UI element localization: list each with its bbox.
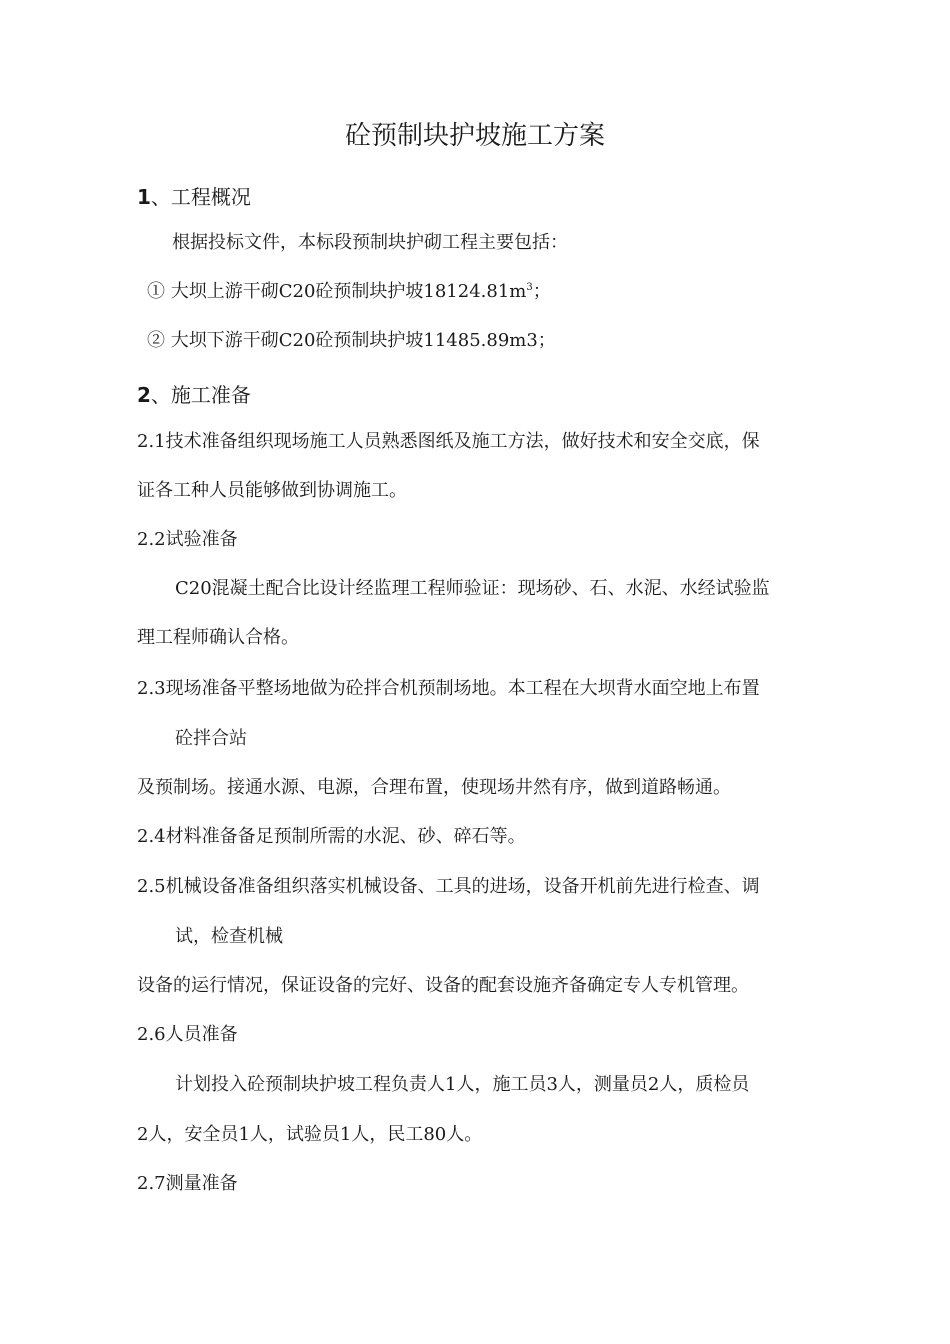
para-2-6-line-1: 计划投入砼预制块护坡工程负责人1人，施工员3人，测量员2人，质检员 — [175, 1074, 750, 1095]
item-1-text: ① 大坝上游干砌C20砼预制块护坡18124.81m — [147, 281, 527, 302]
para-2-5-line-1: 2.5机械设备准备组织落实机械设备、工具的进场，设备开机前先进行检查、调 — [137, 876, 760, 897]
para-2-3-line-3: 及预制场。接通水源、电源，合理布置，使现场井然有序，做到道路畅通。 — [137, 777, 731, 798]
para-2-4: 2.4材料准备备足预制所需的水泥、砂、碎石等。 — [137, 826, 526, 847]
para-2-3-line-2: 砼拌合站 — [175, 728, 247, 749]
para-2-6-heading: 2.6人员准备 — [137, 1024, 238, 1045]
para-2-2-line-2: 理工程师确认合格。 — [137, 627, 299, 648]
para-2-5-line-2: 试，检查机械 — [175, 926, 283, 947]
section-1-title: 、工程概况 — [150, 185, 251, 209]
section-1-heading — [137, 183, 251, 211]
section-1-number: 1 — [137, 185, 151, 209]
section-2-heading — [137, 381, 251, 409]
para-2-6-line-2: 2人，安全员1人，试验员1人，民工80人。 — [137, 1124, 483, 1145]
para-2-1-line-1: 2.1技术准备组织现场施工人员熟悉图纸及施工方法，做好技术和安全交底，保 — [137, 431, 760, 452]
para-2-2-heading: 2.2试验准备 — [137, 529, 238, 550]
section-1-item-1 — [147, 280, 551, 304]
section-2-number: 2 — [137, 383, 151, 407]
section-1-item-2: ② 大坝下游干砌C20砼预制块护坡11485.89m3； — [147, 330, 556, 351]
item-1-superscript: 3 — [526, 282, 533, 293]
para-2-7-heading: 2.7测量准备 — [137, 1173, 238, 1194]
para-2-5-line-3: 设备的运行情况，保证设备的完好、设备的配套设施齐备确定专人专机管理。 — [137, 975, 749, 996]
section-2-title: 、施工准备 — [150, 383, 251, 407]
para-2-1-line-2: 证各工种人员能够做到协调施工。 — [137, 480, 407, 501]
para-2-3-line-1: 2.3现场准备平整场地做为砼拌合机预制场地。本工程在大坝背水面空地上布置 — [137, 678, 760, 699]
document-title: 砼预制块护坡施工方案 — [344, 121, 605, 151]
para-2-2-line-1: C20混凝土配合比设计经监理工程师验证：现场砂、石、水泥、水经试验监 — [175, 578, 770, 599]
section-1-intro: 根据投标文件，本标段预制块护砌工程主要包括： — [172, 232, 568, 253]
item-1-end: ； — [532, 281, 551, 302]
